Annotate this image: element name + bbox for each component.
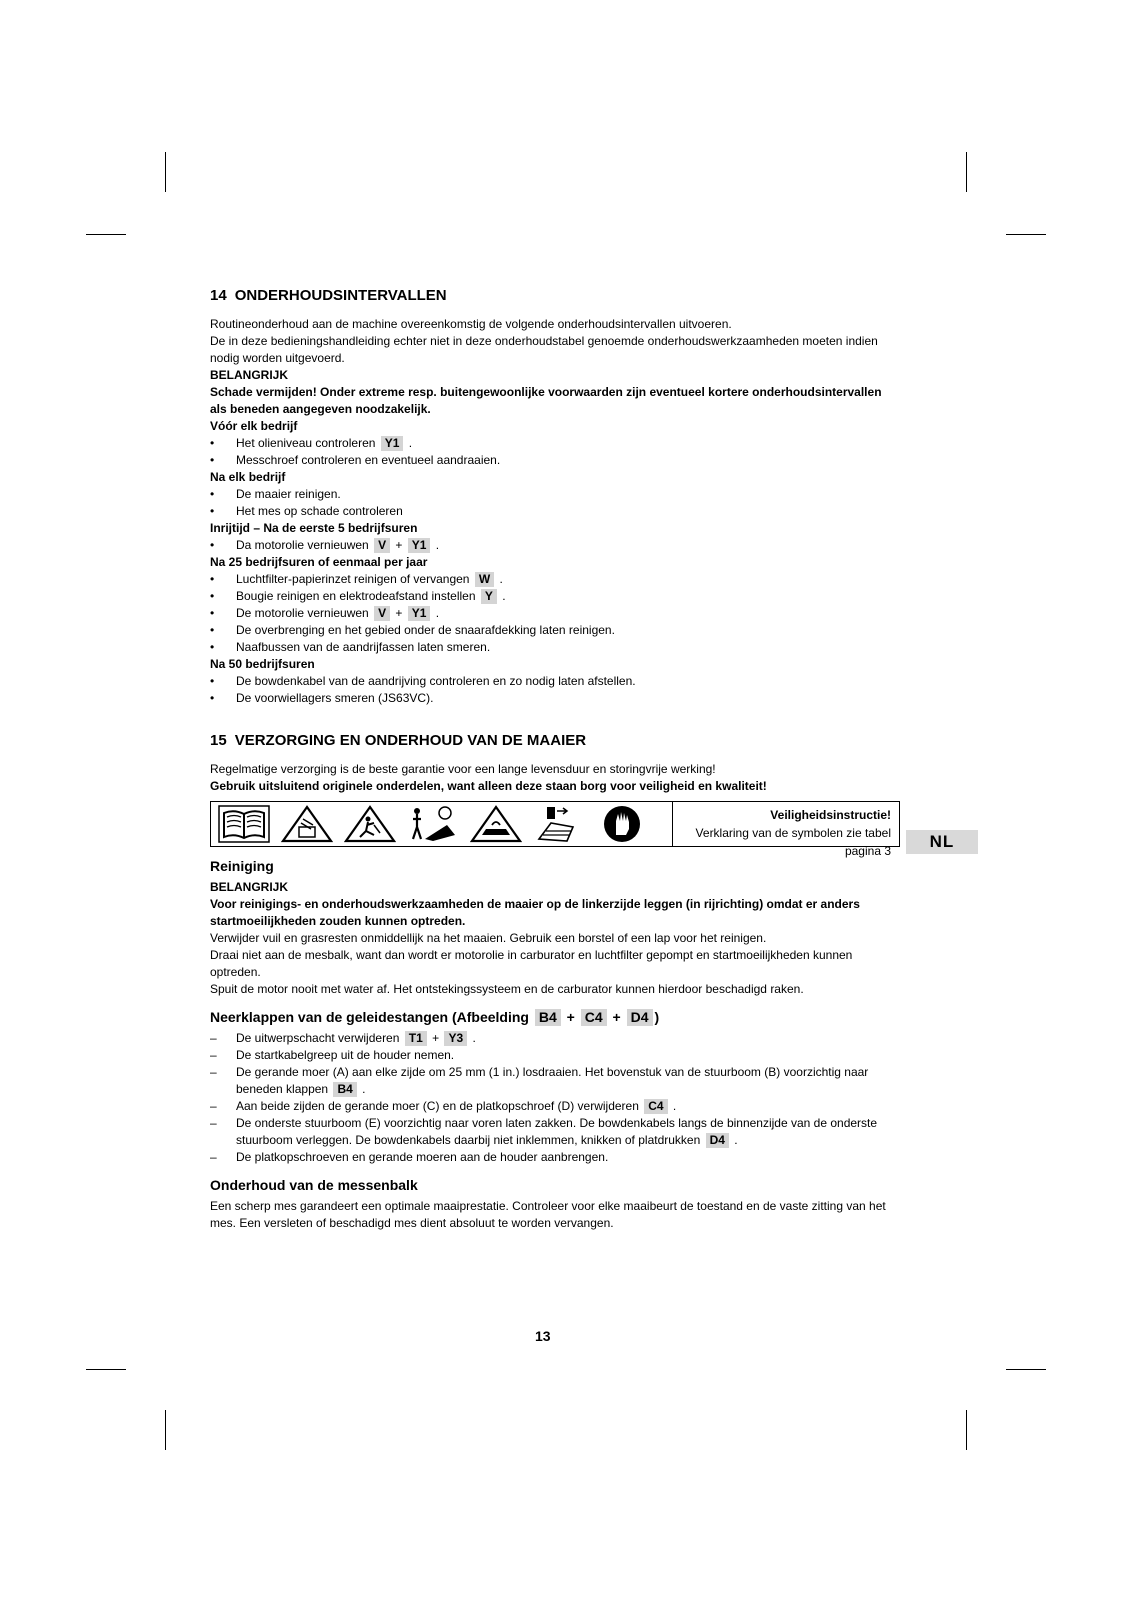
- list-item: [210, 452, 900, 469]
- interval-heading: Inrijtijd – Na de eerste 5 bedrijfsuren: [210, 521, 418, 535]
- bullet-icon: •: [210, 538, 215, 552]
- figure-ref-badge: B4: [333, 1082, 356, 1097]
- bullet-icon: •: [210, 589, 215, 603]
- item-text: Het mes op schade controleren: [236, 504, 403, 518]
- figure-ref-badge: V: [374, 538, 390, 553]
- folding-steps: [210, 1030, 900, 1166]
- section-title-text: ONDERHOUDSINTERVALLEN: [234, 287, 447, 304]
- figure-ref-badge: V: [374, 606, 390, 621]
- paragraph: De in deze bedieningshandleiding echter niet in deze onderhoudstabel genoemde onderhoudswerkzaamheden moeten indien nodig worden uitgevoerd.: [210, 334, 878, 365]
- list-item: • Luchtfilter-papierinzet reinigen of vervangen W .: [210, 572, 503, 586]
- bullet-icon: •: [210, 623, 215, 637]
- figure-ref-badge: C4: [644, 1099, 667, 1114]
- list-item: [210, 486, 900, 503]
- warning-slip-icon: [343, 804, 397, 844]
- paragraph: Spuit de motor nooit met water af. Het ontstekingssysteem en de carburator kunnen hierdoor beschadigd raken.: [210, 982, 804, 996]
- item-text: Naafbussen van de aandrijfassen laten smeren.: [236, 640, 491, 654]
- crop-mark: [966, 152, 967, 192]
- figure-ref-badge: Y1: [408, 606, 431, 621]
- paragraph: Een scherp mes garandeert een optimale maaiprestatie. Controleer voor elke maaibeurt de toestand en de vaste zitting van het mes. Een versleten of beschadigd mes dient absoluut te worden vervangen.: [210, 1199, 886, 1230]
- list-item: [210, 639, 900, 656]
- item-text: Aan beide zijden de gerande moer (C) en de platkopschroef (D) verwijderen: [236, 1099, 639, 1113]
- important-text: Schade vermijden! Onder extreme resp. buitengewoonlijke voorwaarden zijn eventueel kortere onderhoudsintervallen als beneden aangegeven noodzakelijk.: [210, 385, 882, 416]
- item-text: De voorwiellagers smeren (JS63VC).: [236, 691, 434, 705]
- interval-heading: Na elk bedrijf: [210, 470, 286, 484]
- paragraph: Draai niet aan de mesbalk, want dan wordt er motorolie in carburator en luchtfilter gepompt en startmoeilijkheden kunnen optreden.: [210, 948, 853, 979]
- safety-instruction-title: Veiligheidsinstructie!: [770, 808, 891, 822]
- item-text: De motorolie vernieuwen: [236, 606, 369, 620]
- folding-title-text: Neerklappen van de geleidestangen (Afbeelding: [210, 1009, 529, 1025]
- figure-ref-badge: D4: [627, 1009, 653, 1026]
- crop-mark: [1006, 1369, 1046, 1370]
- dash-icon: –: [210, 1065, 217, 1079]
- language-badge: NL: [906, 830, 978, 854]
- dash-icon: –: [210, 1048, 217, 1062]
- crop-mark: [966, 1410, 967, 1450]
- bullet-icon: •: [210, 487, 215, 501]
- section-14-title: [210, 286, 900, 306]
- crop-mark: [86, 1369, 126, 1370]
- figure-ref-badge: C4: [581, 1009, 607, 1026]
- item-text: De maaier reinigen.: [236, 487, 341, 501]
- item-text: Luchtfilter-papierinzet reinigen of vervangen: [236, 572, 470, 586]
- list-item: [210, 503, 900, 520]
- list-item: [210, 673, 900, 690]
- important-label: BELANGRIJK: [210, 880, 289, 894]
- item-text: Messchroef controleren en eventueel aandraaien.: [236, 453, 501, 467]
- figure-ref-badge: T1: [405, 1031, 427, 1046]
- item-text: De platkopschroeven en gerande moeren aan de houder aanbrengen.: [236, 1150, 609, 1164]
- paragraph: Routineonderhoud aan de machine overeenkomstig de volgende onderhoudsintervallen uitvoeren.: [210, 317, 732, 331]
- interval-list: [210, 571, 900, 656]
- list-item: • De motorolie vernieuwen V + Y1 .: [210, 606, 440, 620]
- bullet-icon: •: [210, 572, 215, 586]
- bullet-icon: •: [210, 640, 215, 654]
- figure-ref-badge: Y3: [444, 1031, 467, 1046]
- figure-ref-badge: W: [475, 572, 494, 587]
- interval-list: [210, 537, 900, 554]
- section-15-title: [210, 731, 900, 751]
- bystander-distance-icon: [406, 804, 460, 844]
- bullet-icon: •: [210, 691, 215, 705]
- item-text: De gerande moer (A) aan elke zijde om 25 mm (1 in.) losdraaien. Het bovenstuk van de stuurboom (B) voorzichtig naar beneden klappen: [236, 1065, 869, 1096]
- crop-mark: [1006, 234, 1046, 235]
- paragraph: Regelmatige verzorging is de beste garantie voor een lange levensduur en storingvrije werking!: [210, 762, 716, 776]
- paragraph: Verwijder vuil en grasresten onmiddellijk na het maaien. Gebruik een borstel of een lap voor het reinigen.: [210, 931, 767, 945]
- list-item: • Bougie reinigen en elektrodeafstand instellen Y .: [210, 589, 506, 603]
- list-item: – De onderste stuurboom (E) voorzichtig naar voren laten zakken. De bowdenkabels langs de binnenzijde van de onderste stuurboom verleggen. De bowdenkabels daarbij niet inklemmen, knikken of platdrukken D4 .: [210, 1116, 878, 1147]
- item-text: Het olieniveau controleren: [236, 436, 376, 450]
- figure-ref-badge: Y1: [408, 538, 431, 553]
- warning-blade-icon: [469, 804, 523, 844]
- cleaning-title: Reiniging: [210, 858, 274, 874]
- list-item: – De gerande moer (A) aan elke zijde om 25 mm (1 in.) losdraaien. Het bovenstuk van de stuurboom (B) voorzichtig naar beneden klappen B4 .: [210, 1065, 869, 1096]
- symbols-legend: [672, 802, 899, 858]
- dash-icon: –: [210, 1099, 217, 1113]
- item-text: Da motorolie vernieuwen: [236, 538, 369, 552]
- item-text: De startkabelgreep uit de houder nemen.: [236, 1048, 455, 1062]
- item-text: Bougie reinigen en elektrodeafstand instellen: [236, 589, 476, 603]
- crop-mark: [165, 152, 166, 192]
- bullet-icon: •: [210, 436, 215, 450]
- list-item: [210, 1047, 900, 1064]
- important-label: BELANGRIJK: [210, 368, 289, 382]
- interval-heading: Na 50 bedrijfsuren: [210, 657, 315, 671]
- list-item: [210, 1149, 900, 1166]
- list-item: – Aan beide zijden de gerande moer (C) en de platkopschroef (D) verwijderen C4 .: [210, 1099, 677, 1113]
- safety-instruction-subtitle: Verklaring van de symbolen zie tabel pagina 3: [695, 826, 891, 858]
- section-title-text: VERZORGING EN ONDERHOUD VAN DE MAAIER: [234, 732, 587, 749]
- figure-ref-badge: D4: [706, 1133, 729, 1148]
- bullet-icon: •: [210, 504, 215, 518]
- item-text: De overbrenging en het gebied onder de snaarafdekking laten reinigen.: [236, 623, 615, 637]
- dash-icon: –: [210, 1150, 217, 1164]
- list-item: • Da motorolie vernieuwen V + Y1 .: [210, 538, 440, 552]
- safety-symbols-box: [210, 801, 900, 858]
- page-content: [210, 286, 900, 1232]
- section-number: 14: [210, 287, 227, 304]
- maintenance-groups: [210, 418, 900, 707]
- paragraph-bold: Gebruik uitsluitend originele onderdelen, want alleen deze staan borg voor veiligheid en kwaliteit!: [210, 779, 767, 793]
- item-text: De onderste stuurboom (E) voorzichtig naar voren laten zakken. De bowdenkabels langs de binnenzijde van de onderste stuurboom verleggen. De bowdenkabels daarbij niet inklemmen, knikken of platdrukken: [236, 1116, 878, 1147]
- remove-spark-plug-icon: [532, 804, 586, 844]
- bullet-icon: •: [210, 606, 215, 620]
- blade-title: Onderhoud van de messenbalk: [210, 1177, 418, 1193]
- interval-list: [210, 486, 900, 520]
- interval-heading: Na 25 bedrijfsuren of eenmaal per jaar: [210, 555, 428, 569]
- important-text: Voor reinigings- en onderhoudswerkzaamheden de maaier op de linkerzijde leggen (in rijrichting) omdat er anders startmoeilijkheden zouden kunnen optreden.: [210, 897, 860, 928]
- figure-ref-badge: Y1: [381, 436, 404, 451]
- page-number: 13: [535, 1328, 551, 1344]
- dash-icon: –: [210, 1031, 217, 1045]
- interval-heading: Vóór elk bedrijf: [210, 419, 298, 433]
- figure-ref-badge: B4: [535, 1009, 561, 1026]
- item-text: De uitwerpschacht verwijderen: [236, 1031, 400, 1045]
- folding-title: Neerklappen van de geleidestangen (Afbeelding B4 + C4 + D4 ): [210, 1009, 660, 1025]
- crop-mark: [86, 234, 126, 235]
- figure-ref-badge: Y: [481, 589, 497, 604]
- warning-hand-icon: [280, 804, 334, 844]
- list-item: [210, 690, 900, 707]
- list-item: [210, 622, 900, 639]
- dash-icon: –: [210, 1116, 217, 1130]
- bullet-icon: •: [210, 674, 215, 688]
- section-number: 15: [210, 732, 227, 749]
- interval-list: [210, 435, 900, 469]
- item-text: De bowdenkabel van de aandrijving controleren en zo nodig laten afstellen.: [236, 674, 636, 688]
- symbol-icons: [211, 802, 658, 846]
- interval-list: [210, 673, 900, 707]
- wear-gloves-icon: [595, 804, 649, 844]
- bullet-icon: •: [210, 453, 215, 467]
- manual-book-icon: [217, 804, 271, 844]
- list-item: – De uitwerpschacht verwijderen T1 + Y3 .: [210, 1031, 476, 1045]
- crop-mark: [165, 1410, 166, 1450]
- list-item: • Het olieniveau controleren Y1 .: [210, 436, 413, 450]
